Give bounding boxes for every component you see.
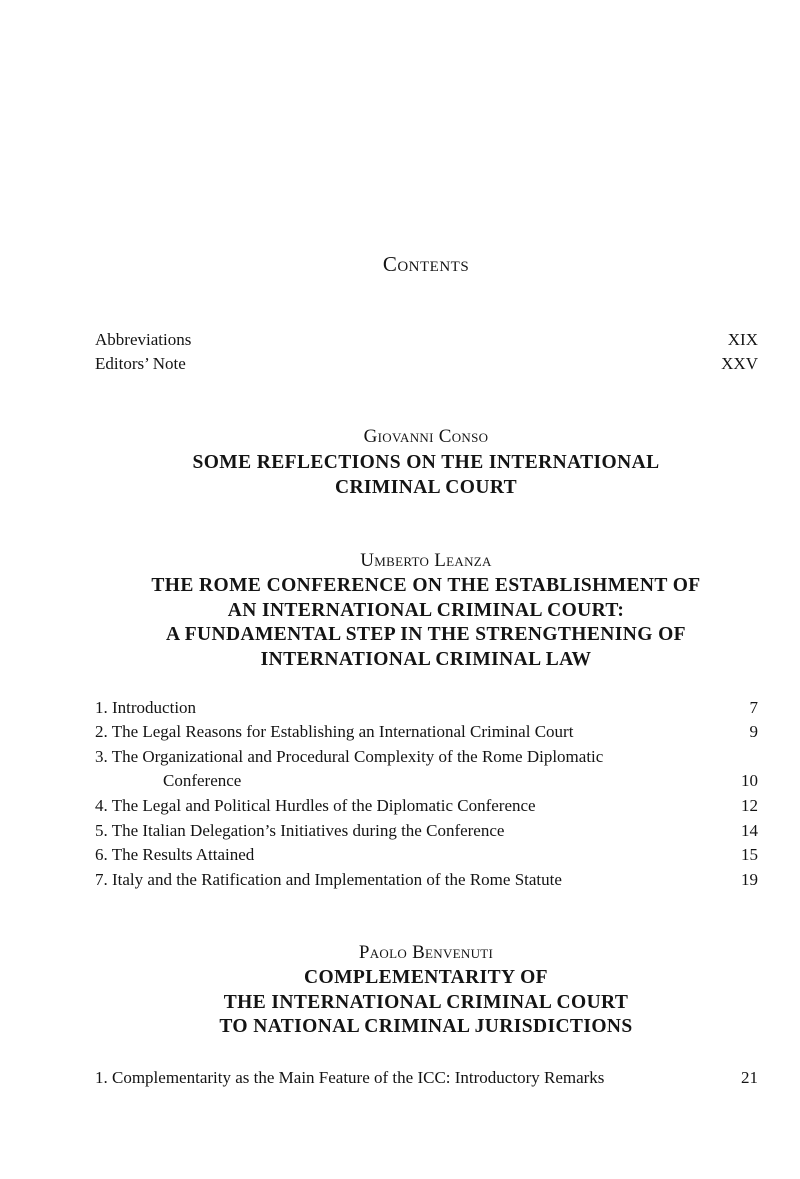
toc-entry[interactable] (95, 794, 758, 818)
chapter-title[interactable] (0, 966, 800, 1040)
chapter-title-line: TO NATIONAL CRIMINAL JURISDICTIONS (219, 1016, 633, 1037)
toc-entry[interactable] (95, 352, 758, 376)
toc-entry-page: 9 (749, 722, 758, 741)
toc-entry-page: XIX (727, 330, 758, 349)
toc-entry-label: 3. The Organizational and Procedural Complexity of the Rome Diplomatic (95, 747, 604, 766)
toc-entry[interactable] (95, 328, 758, 352)
chapter-author: Giovanni Conso (363, 426, 489, 447)
toc-entry-label: 6. The Results Attained (95, 845, 255, 864)
toc-entry[interactable] (95, 819, 758, 843)
toc-entry-page: 15 (741, 845, 758, 864)
toc-entry-label: Editors’ Note (95, 354, 186, 373)
toc-entry-label: 4. The Legal and Political Hurdles of the Diplomatic Conference (95, 796, 536, 815)
chapter-title-line: A FUNDAMENTAL STEP IN THE STRENGTHENING OF (166, 624, 686, 645)
toc-entry[interactable] (95, 745, 758, 769)
chapter-title-line: INTERNATIONAL CRIMINAL LAW (260, 648, 592, 670)
toc-entry-label: 2. The Legal Reasons for Establishing an International Criminal Court (95, 722, 574, 741)
toc-entry-label: Abbreviations (95, 330, 192, 349)
chapter-author: Paolo Benvenuti (358, 942, 494, 963)
toc-entry-page-row (95, 769, 758, 793)
toc-entry-label: 5. The Italian Delegation’s Initiatives during the Conference (95, 821, 505, 840)
chapter-title-line: COMPLEMENTARITY OF (304, 967, 548, 988)
toc-entry-label: 7. Italy and the Ratification and Implementation of the Rome Statute (95, 870, 562, 889)
toc-entry-page: XXV (721, 354, 758, 373)
chapter-title-line: THE INTERNATIONAL CRIMINAL COURT (223, 991, 629, 1013)
toc-entry-page: 21 (741, 1068, 758, 1087)
chapter-title-line: AN INTERNATIONAL CRIMINAL COURT: (227, 599, 625, 621)
toc-entry-label: 1. Introduction (95, 698, 197, 717)
chapter-title[interactable] (0, 451, 800, 500)
toc-entry-page: 19 (741, 870, 758, 889)
toc-entry[interactable] (95, 720, 758, 744)
toc-entry-page: 10 (741, 771, 758, 790)
toc-entry[interactable] (95, 1066, 758, 1090)
toc-entry-page: 12 (741, 796, 758, 815)
toc-entry[interactable] (95, 696, 758, 720)
toc-entry[interactable] (95, 843, 758, 867)
toc-entry-page: 14 (741, 821, 758, 840)
page-title: Contents (382, 252, 470, 276)
chapter-title-line: SOME REFLECTIONS ON THE INTERNATIONAL (192, 452, 660, 473)
toc-entry[interactable] (95, 868, 758, 892)
chapter-title-line: THE ROME CONFERENCE ON THE ESTABLISHMENT OF (151, 575, 701, 596)
toc-entry-label: 1. Complementarity as the Main Feature of the ICC: Introductory Remarks (95, 1068, 605, 1087)
chapter-title-line: CRIMINAL COURT (334, 476, 518, 498)
toc-entry-continuation: Conference (163, 771, 242, 790)
chapter-title[interactable] (0, 574, 800, 672)
chapter-author: Umberto Leanza (360, 550, 492, 571)
toc-entry-page: 7 (749, 698, 758, 717)
